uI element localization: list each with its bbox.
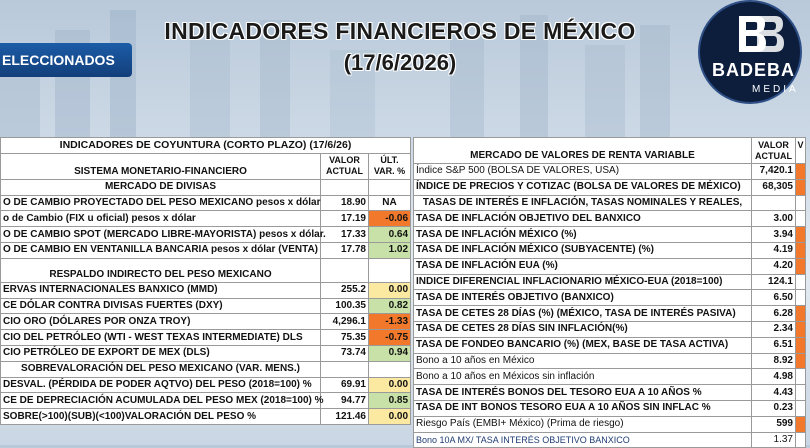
table-row: [414, 274, 806, 290]
section-tasas: TASAS DE INTERÉS E INFLACIÓN, TASAS NOMINALES Y REALES,: [414, 195, 752, 211]
indicator-label: Índice S&P 500 (BOLSA DE VALORES, USA): [414, 164, 752, 180]
indicator-variation: -0.75: [369, 330, 411, 346]
bb-monogram-icon: [735, 12, 785, 56]
section-monetario: SISTEMA MONETARIO-FINANCIERO: [1, 153, 321, 179]
indicator-variation: 0.00: [369, 282, 411, 298]
indicator-value: 6.28: [752, 306, 796, 322]
blank-cell: [321, 361, 369, 377]
col-valor-actual: VALOR ACTUAL: [321, 153, 369, 179]
indicator-value: 94.77: [321, 393, 369, 409]
table-row: [1, 227, 411, 243]
indicator-label: TASA DE FONDEO BANCARIO (%) (MEX, BASE DE TASA ACTIVA): [414, 337, 752, 353]
subsection-divisas: MERCADO DE DIVISAS: [1, 179, 321, 195]
indicator-value: 100.35: [321, 298, 369, 314]
indicator-value: 599: [752, 416, 796, 432]
indicator-value: 4.98: [752, 369, 796, 385]
blank-cell: [369, 179, 411, 195]
indicator-label: Bono a 10 años en México: [414, 353, 752, 369]
indicator-variation: 0.85: [369, 393, 411, 409]
indicator-label: TASA DE INFLACIÓN EUA (%): [414, 258, 752, 274]
indicator-variation-cell: [796, 321, 806, 337]
table-row: [414, 337, 806, 353]
indicator-label: Riesgo País (EMBI+ México) (Prima de riesgo): [414, 416, 752, 432]
indicator-value: 18.90: [321, 195, 369, 211]
indicator-variation: 1.02: [369, 242, 411, 258]
indicator-label: o de Cambio (FIX u oficial) pesos x dólar: [1, 211, 321, 227]
page-date: (17/6/2026): [343, 50, 457, 75]
table-row: [414, 432, 806, 448]
table-row: [1, 195, 411, 211]
table-row: [414, 306, 806, 322]
indicator-value: 17.33: [321, 227, 369, 243]
blank-cell: [752, 195, 796, 211]
table-row: [1, 242, 411, 258]
indicator-value: 17.19: [321, 211, 369, 227]
indicator-label: TASA DE INFLACIÓN MÉXICO (SUBYACENTE) (%): [414, 242, 752, 258]
indicator-label: CIO ORO (DÓLARES POR ONZA TROY): [1, 314, 321, 330]
table-row: [1, 282, 411, 298]
indicator-value: 73.74: [321, 345, 369, 361]
indicator-variation-cell: [796, 337, 806, 353]
table-row: [414, 290, 806, 306]
table-row: [414, 385, 806, 401]
indicator-variation-cell: [796, 164, 806, 180]
table-row: [414, 179, 806, 195]
indicator-value: 121.46: [321, 409, 369, 425]
indicator-label: TASA DE INTERÉS BONOS DEL TESORO EUA A 10 AÑOS %: [414, 385, 752, 401]
indicator-label: CIO DEL PETRÓLEO (WTI - WEST TEXAS INTERMEDIATE) DLS: [1, 330, 321, 346]
col-var-right: V: [796, 138, 806, 164]
indicator-label: CIO PETRÓLEO DE EXPORT DE MEX (DLS): [1, 345, 321, 361]
coyuntura-title: INDICADORES DE COYUNTURA (CORTO PLAZO) (17/6/26): [1, 138, 411, 154]
blank-cell: [796, 195, 806, 211]
indicator-variation: 0.82: [369, 298, 411, 314]
table-row: [1, 345, 411, 361]
subsection-sobrevaloracion: SOBREVALORACIÓN DEL PESO MEXICANO (VAR. MENS.): [1, 361, 321, 377]
indicator-variation-cell: [796, 385, 806, 401]
indicator-label: DESVAL. (PÉRDIDA DE PODER AQTVO) DEL PESO (2018=100) %: [1, 377, 321, 393]
table-row: [414, 227, 806, 243]
indicator-variation: 0.94: [369, 345, 411, 361]
indicator-label: TASA DE INT BONOS TESORO EUA A 10 AÑOS SIN INFLAC %: [414, 400, 752, 416]
indicator-variation-cell: [796, 211, 806, 227]
table-row: [1, 298, 411, 314]
indicator-variation-cell: [796, 416, 806, 432]
indicator-variation: 0.64: [369, 227, 411, 243]
indicator-label: CE DÓLAR CONTRA DIVISAS FUERTES (DXY): [1, 298, 321, 314]
indicator-variation-cell: [796, 432, 806, 448]
indicator-value: 0.23: [752, 400, 796, 416]
indicator-variation-cell: [796, 274, 806, 290]
table-row: [1, 314, 411, 330]
indicator-variation-cell: [796, 353, 806, 369]
indicator-label: TASA DE INFLACIÓN MÉXICO (%): [414, 227, 752, 243]
indicator-value: 75.35: [321, 330, 369, 346]
table-row: [414, 400, 806, 416]
renta-variable-table: [413, 137, 806, 448]
indicator-value: 124.1: [752, 274, 796, 290]
blank-cell: [369, 361, 411, 377]
logo-circle: [698, 0, 802, 104]
indicator-label: Bono a 10 años en Méxicos sin inflación: [414, 369, 752, 385]
indicator-variation-cell: [796, 306, 806, 322]
indicator-label: TASA DE INTERÉS OBJETIVO (BANXICO): [414, 290, 752, 306]
table-row: [1, 330, 411, 346]
indicator-value: 4,296.1: [321, 314, 369, 330]
indicator-label: O DE CAMBIO EN VENTANILLA BANCARIA pesos x dólar (VENTA): [1, 242, 321, 258]
indicator-label: O DE CAMBIO SPOT (MERCADO LIBRE-MAYORISTA) pesos x dólar.: [1, 227, 321, 243]
indicator-value: 17.78: [321, 242, 369, 258]
indicator-value: 1.37: [752, 432, 796, 448]
indicator-variation-cell: [796, 290, 806, 306]
indicator-value: 3.00: [752, 211, 796, 227]
indicator-value: 6.51: [752, 337, 796, 353]
blank-cell: [321, 179, 369, 195]
indicator-variation-cell: [796, 242, 806, 258]
logo-name: BADEBA: [712, 60, 796, 80]
renta-variable-title: MERCADO DE VALORES DE RENTA VARIABLE: [414, 138, 752, 164]
indicator-label: Bono 10A MX/ TASA INTERÉS OBJETIVO BANXICO: [414, 432, 752, 448]
indicator-variation-cell: [796, 179, 806, 195]
indicator-label: ÍNDICE DE PRECIOS Y COTIZAC (BOLSA DE VALORES DE MÉXICO): [414, 179, 752, 195]
badeba-logo: [693, 0, 803, 110]
indicator-variation-cell: [796, 369, 806, 385]
table-row: [414, 321, 806, 337]
coyuntura-table: [0, 137, 411, 425]
indicator-variation: 0.00: [369, 377, 411, 393]
indicator-label: CE DE DEPRECIACIÓN ACUMULADA DEL PESO MEX (2018=100) %: [1, 393, 321, 409]
table-row: [414, 242, 806, 258]
table-row: [414, 353, 806, 369]
logo-sub: MEDIA: [752, 84, 799, 95]
section-tag: ELECCIONADOS: [0, 43, 132, 77]
indicator-variation-cell: [796, 227, 806, 243]
indicator-value: 4.20: [752, 258, 796, 274]
indicator-variation-cell: [796, 258, 806, 274]
indicator-value: 2.34: [752, 321, 796, 337]
indicator-label: INDICE DIFERENCIAL INFLACIONARIO MÉXICO-EUA (2018=100): [414, 274, 752, 290]
blank-cell: [369, 258, 411, 282]
table-row: [1, 211, 411, 227]
indicator-value: 3.94: [752, 227, 796, 243]
indicator-value: 7,420.1: [752, 164, 796, 180]
col-valor-actual-right: VALOR ACTUAL: [752, 138, 796, 164]
table-row: [414, 416, 806, 432]
indicator-label: ERVAS INTERNACIONALES BANXICO (MMD): [1, 282, 321, 298]
table-row: [1, 377, 411, 393]
indicator-label: SOBRE(>100)(SUB)(<100)VALORACIÓN DEL PESO %: [1, 409, 321, 425]
page-title: INDICADORES FINANCIEROS DE MÉXICO: [164, 18, 636, 44]
indicator-label: TASA DE CETES 28 DÍAS (%) (MÉXICO, TASA DE INTERÉS PASIVA): [414, 306, 752, 322]
indicator-value: 4.43: [752, 385, 796, 401]
indicator-label: TASA DE INFLACIÓN OBJETIVO DEL BANXICO: [414, 211, 752, 227]
col-ult-var: ÚLT. VAR. %: [369, 153, 411, 179]
indicator-value: 6.50: [752, 290, 796, 306]
indicator-variation: -0.06: [369, 211, 411, 227]
table-row: [1, 393, 411, 409]
indicator-value: 4.19: [752, 242, 796, 258]
indicator-variation: -1.33: [369, 314, 411, 330]
indicator-variation: NA: [369, 195, 411, 211]
indicator-value: 68,305: [752, 179, 796, 195]
table-row: [414, 369, 806, 385]
indicator-value: 8.92: [752, 353, 796, 369]
indicator-variation-cell: [796, 400, 806, 416]
indicator-label: TASA DE CETES 28 DÍAS SIN INFLACIÓN(%): [414, 321, 752, 337]
table-row: [414, 164, 806, 180]
table-row: [414, 258, 806, 274]
table-row: [414, 211, 806, 227]
indicator-value: 255.2: [321, 282, 369, 298]
table-row: [1, 409, 411, 425]
indicator-variation: 0.00: [369, 409, 411, 425]
blank-cell: [321, 258, 369, 282]
subsection-respaldo: RESPALDO INDIRECTO DEL PESO MEXICANO: [1, 258, 321, 282]
indicator-label: O DE CAMBIO PROYECTADO DEL PESO MEXICANO pesos x dólar: [1, 195, 321, 211]
indicator-value: 69.91: [321, 377, 369, 393]
